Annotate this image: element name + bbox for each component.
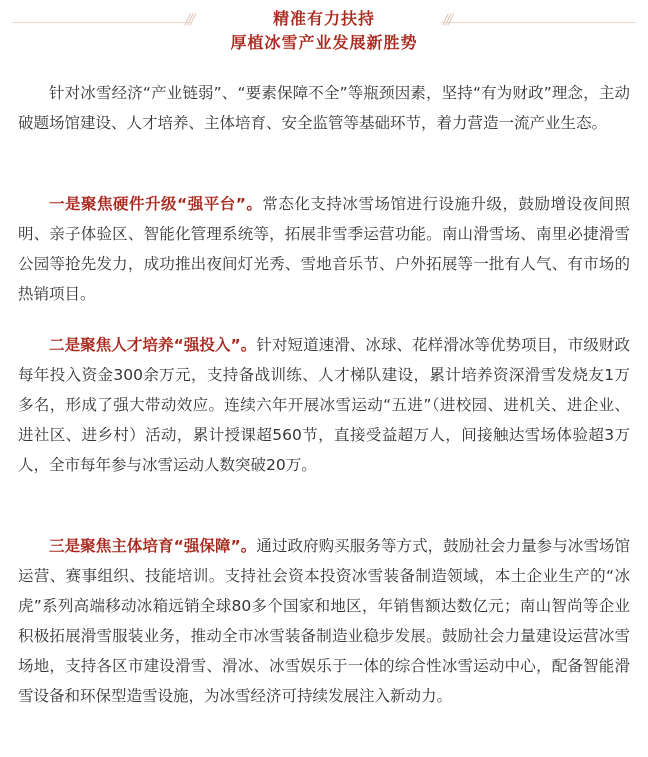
paragraph-lead: 二是聚焦人才培养“强投入”。 (49, 336, 257, 354)
paragraph-entities (18, 531, 630, 711)
section-title: 精准有力扶持 (272, 9, 375, 28)
slash-decoration-left: /// (185, 12, 194, 28)
paragraph-body: 通过政府购买服务等方式，鼓励社会力量参与冰雪场馆运营、赛事组织、技能培训。支持社会资本投资冰雪装备制造领域，本土企业生产的“冰虎”系列高端移动冰箱远销全球80多个国家和地区，年销售额达数亿元；南山智尚等企业积极拓展滑雪服装业务，推动全市冰雪装备制造业稳步发展。鼓励社会力量建设运营冰雪场地，支持各区市建设滑雪、滑冰、冰雪娱乐于一体的综合性冰雪运动中心，配备智能滑雪设备和环保型造雪设施，为冰雪经济可持续发展注入新动力。 (18, 537, 630, 705)
paragraph-lead: 三是聚焦主体培育“强保障”。 (49, 537, 257, 555)
slash-decoration-right: /// (443, 12, 452, 28)
paragraph-intro (18, 78, 630, 138)
paragraph-body: 针对短道速滑、冰球、花样滑冰等优势项目，市级财政每年投入资金300余万元，支持备战训练、人才梯队建设，累计培养资深滑雪发烧友1万多名，形成了强大带动效应。连续六年开展冰雪运动“五进”（进校园、进机关、进企业、进社区、进乡村）活动，累计授课超560节，直接受益超万人，间接触达雪场体验超3万人，全市每年参与冰雪运动人数突破20万。 (18, 336, 630, 474)
paragraph-talent (18, 330, 630, 480)
paragraph-lead: 一是聚焦硬件升级“强平台”。 (49, 195, 263, 213)
paragraph-hardware (18, 189, 630, 309)
paragraph-body: 常态化支持冰雪场馆进行设施升级，鼓励增设夜间照明、亲子体验区、智能化管理系统等，拓展非雪季运营功能。南山滑雪场、南里必捷滑雪公园等抢先发力，成功推出夜间灯光秀、雪地音乐节、户外拓展等一批有人气、有市场的热销项目。 (18, 195, 630, 303)
section-subtitle: 厚植冰雪产业发展新胜势 (230, 33, 418, 52)
paragraph-body: 针对冰雪经济“产业链弱”、“要素保障不全”等瓶颈因素，坚持“有为财政”理念，主动破题场馆建设、人才培养、主体培育、安全监管等基础环节，着力营造一流产业生态。 (18, 84, 630, 132)
section-header (0, 0, 648, 56)
